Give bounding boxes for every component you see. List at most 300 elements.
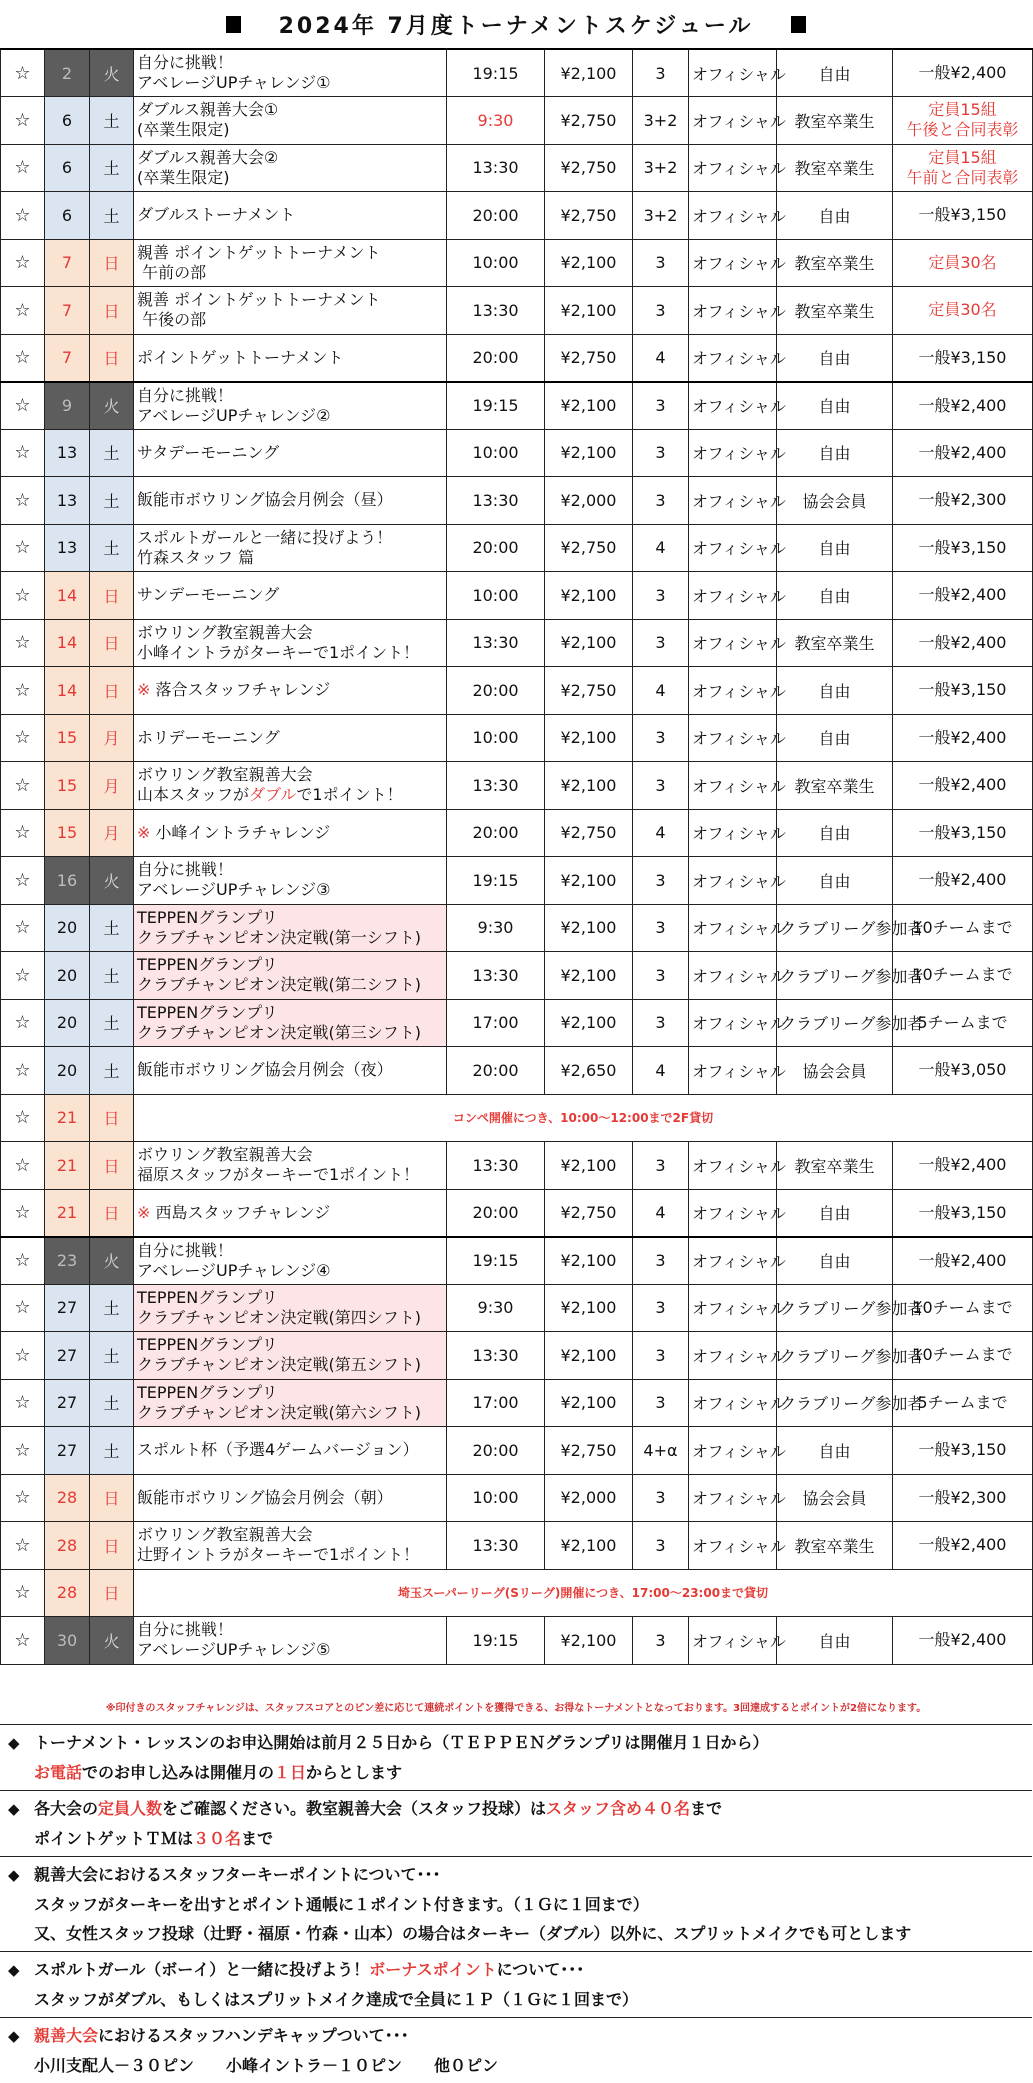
event-name [134, 762, 447, 810]
price-cell: ¥2,100 [545, 239, 633, 287]
note-line-1: 一般¥2,400 [918, 442, 1007, 462]
event-name [134, 1332, 447, 1380]
event-line-1 [137, 823, 443, 843]
price-cell: ¥2,100 [545, 952, 633, 1000]
table-row [1, 1284, 1033, 1332]
event-line-2: 辻野イントラがターキーで1ポイント！ [137, 1545, 420, 1565]
lane-cell: オフィシャル [689, 857, 777, 905]
event-line-2: クラブチャンピオン決定戦(第四シフト) [137, 1307, 422, 1327]
time-cell: 17:00 [447, 999, 545, 1047]
event-line-1 [137, 765, 443, 785]
table-row [1, 952, 1033, 1000]
event-line-1 [137, 1145, 443, 1165]
games-cell: 3 [633, 857, 689, 905]
lane-cell: オフィシャル [689, 49, 777, 97]
day-cell: 14 [45, 619, 90, 667]
eligibility-cell: 自由 [777, 1427, 893, 1475]
star-icon: ☆ [1, 524, 45, 572]
weekday-cell: 土 [90, 192, 134, 240]
day-cell: 23 [45, 1237, 90, 1285]
note-cell [893, 619, 1033, 667]
table-row [1, 1379, 1033, 1427]
time-cell: 20:00 [447, 524, 545, 572]
info-text: ポイントゲットＴＭは [34, 1829, 194, 1848]
lane-cell: オフィシャル [689, 192, 777, 240]
event-title: ボウリング教室親善大会 [137, 622, 313, 642]
price-cell: ¥2,100 [545, 429, 633, 477]
table-row [1, 1094, 1033, 1142]
event-name [134, 382, 447, 430]
lane-cell: オフィシャル [689, 619, 777, 667]
note-line-1: 一般¥3,150 [918, 205, 1007, 225]
weekday-cell: 日 [90, 1189, 134, 1237]
games-cell: 3 [633, 1332, 689, 1380]
event-title: TEPPENグランプリ [137, 907, 278, 927]
table-row [1, 1569, 1033, 1617]
price-cell: ¥2,100 [545, 1237, 633, 1285]
time-cell: 10:00 [447, 1474, 545, 1522]
weekday-cell: 日 [90, 667, 134, 715]
note-cell [893, 762, 1033, 810]
info-block-capacity [0, 1791, 1032, 1857]
price-cell: ¥2,100 [545, 1379, 633, 1427]
games-cell: 3 [633, 714, 689, 762]
star-icon: ☆ [1, 714, 45, 762]
event-title: TEPPENグランプリ [137, 1287, 278, 1307]
star-icon: ☆ [1, 952, 45, 1000]
info-text: スポルトガール（ボーイ）と一緒に投げよう！ [34, 1960, 370, 1979]
games-cell: 3 [633, 1474, 689, 1522]
note-line-1: 定員30名 [928, 252, 997, 272]
weekday-cell: 日 [90, 334, 134, 382]
info-text: まで [241, 1829, 274, 1848]
event-line-2: 小峰イントラがターキーで1ポイント！ [137, 642, 420, 662]
page-title [0, 0, 1032, 48]
star-icon: ☆ [1, 334, 45, 382]
price-cell: ¥2,000 [545, 1474, 633, 1522]
info-text: 又、女性スタッフ投球（辻野・福原・竹森・山本）の場合はターキー（ダブル）以外に、スプリットメイクでも可とします [34, 1924, 912, 1943]
price-cell: ¥2,100 [545, 904, 633, 952]
event-name [134, 1427, 447, 1475]
time-cell: 13:30 [447, 952, 545, 1000]
event-name [134, 809, 447, 857]
note-cell [893, 1427, 1033, 1475]
event-line-1 [137, 348, 443, 368]
games-cell: 4+α [633, 1427, 689, 1475]
event-name [134, 714, 447, 762]
star-icon: ☆ [1, 192, 45, 240]
table-row [1, 1047, 1033, 1095]
note-cell [893, 904, 1033, 952]
games-cell: 4 [633, 667, 689, 715]
eligibility-cell: クラブリーグ参加者 [777, 952, 893, 1000]
event-title: 自分に挑戦！ [137, 53, 234, 72]
games-cell: 3 [633, 952, 689, 1000]
event-line-1 [137, 955, 443, 975]
diamond-icon: ◆ [8, 1800, 20, 1818]
table-row [1, 1617, 1033, 1665]
event-name [134, 49, 447, 97]
lane-cell: オフィシャル [689, 999, 777, 1047]
note-line-1: 10チームまで [912, 917, 1013, 937]
lane-cell: オフィシャル [689, 144, 777, 192]
event-line-1 [137, 1060, 443, 1080]
info-text: お電話 [34, 1763, 83, 1782]
weekday-cell: 日 [90, 619, 134, 667]
note-cell [893, 334, 1033, 382]
event-line-1 [137, 490, 443, 510]
games-cell: 3 [633, 904, 689, 952]
eligibility-cell: 自由 [777, 49, 893, 97]
lane-cell: オフィシャル [689, 97, 777, 145]
price-cell: ¥2,100 [545, 287, 633, 335]
weekday-cell: 土 [90, 1284, 134, 1332]
diamond-icon: ◆ [8, 1961, 20, 1979]
games-cell: 3 [633, 999, 689, 1047]
weekday-cell: 火 [90, 382, 134, 430]
weekday-cell: 土 [90, 144, 134, 192]
time-cell: 9:30 [447, 1284, 545, 1332]
challenge-mark: ※ [137, 1202, 151, 1222]
note-line-1: 一般¥2,400 [918, 632, 1007, 652]
time-cell: 19:15 [447, 1617, 545, 1665]
day-cell: 21 [45, 1094, 90, 1142]
lane-cell: オフィシャル [689, 382, 777, 430]
note-line-1: 一般¥2,400 [918, 1535, 1007, 1555]
note-line-1: 一般¥2,400 [918, 1630, 1007, 1650]
note-line-1: 一般¥2,400 [918, 585, 1007, 605]
table-row [1, 1189, 1033, 1237]
day-cell: 14 [45, 572, 90, 620]
day-cell: 21 [45, 1189, 90, 1237]
eligibility-cell: クラブリーグ参加者 [777, 1332, 893, 1380]
note-line-1: 一般¥3,150 [918, 1440, 1007, 1460]
event-line-1 [137, 585, 443, 605]
lane-cell: オフィシャル [689, 1047, 777, 1095]
event-title: 小峰イントラチャレンジ [150, 822, 331, 842]
games-cell: 3+2 [633, 97, 689, 145]
event-name [134, 1617, 447, 1665]
games-cell: 3 [633, 1522, 689, 1570]
star-icon: ☆ [1, 1047, 45, 1095]
event-title: 自分に挑戦！ [137, 1620, 234, 1640]
price-cell: ¥2,100 [545, 1522, 633, 1570]
event-name [134, 192, 447, 240]
eligibility-cell: 自由 [777, 192, 893, 240]
event-line-2: クラブチャンピオン決定戦(第三シフト) [137, 1022, 422, 1042]
price-cell: ¥2,100 [545, 762, 633, 810]
price-cell: ¥2,750 [545, 97, 633, 145]
note-line-1: 10チームまで [912, 1297, 1013, 1317]
star-icon: ☆ [1, 429, 45, 477]
weekday-cell: 火 [90, 1237, 134, 1285]
event-title: TEPPENグランプリ [137, 1382, 278, 1402]
note-line-1: 5チームまで [917, 1392, 1008, 1412]
day-cell: 6 [45, 144, 90, 192]
day-cell: 20 [45, 952, 90, 1000]
time-cell: 20:00 [447, 192, 545, 240]
price-cell: ¥2,650 [545, 1047, 633, 1095]
event-line-1 [137, 1440, 443, 1460]
event-title: ホリデーモーニング [137, 727, 280, 747]
table-row [1, 857, 1033, 905]
price-cell: ¥2,100 [545, 619, 633, 667]
star-icon: ☆ [1, 1617, 45, 1665]
event-line-2: クラブチャンピオン決定戦(第五シフト) [137, 1355, 422, 1375]
eligibility-cell: クラブリーグ参加者 [777, 904, 893, 952]
table-row [1, 1237, 1033, 1285]
day-cell: 20 [45, 904, 90, 952]
event-title: ボウリング教室親善大会 [137, 765, 313, 785]
eligibility-cell: 自由 [777, 809, 893, 857]
event-name [134, 952, 447, 1000]
games-cell: 3 [633, 1142, 689, 1190]
note-line-1: 一般¥2,300 [918, 1487, 1007, 1507]
lane-cell: オフィシャル [689, 1284, 777, 1332]
eligibility-cell: 自由 [777, 334, 893, 382]
day-cell: 2 [45, 49, 90, 97]
info-text: をご確認ください。教室親善大会（スタッフ投球）は [162, 1799, 547, 1818]
star-icon: ☆ [1, 1379, 45, 1427]
event-name [134, 1284, 447, 1332]
table-row [1, 999, 1033, 1047]
weekday-cell: 土 [90, 1332, 134, 1380]
eligibility-cell: クラブリーグ参加者 [777, 999, 893, 1047]
event-line-1 [137, 680, 443, 700]
event-title: 自分に挑戦！ [137, 385, 234, 405]
event-line-1 [137, 205, 443, 225]
note-line-1: 一般¥2,300 [918, 490, 1007, 510]
note-cell [893, 1617, 1033, 1665]
eligibility-cell: 自由 [777, 1237, 893, 1285]
event-name [134, 1379, 447, 1427]
info-text: 親善大会 [34, 2026, 99, 2045]
price-cell: ¥2,750 [545, 334, 633, 382]
event-line-1 [137, 100, 443, 120]
price-cell: ¥2,100 [545, 714, 633, 762]
weekday-cell: 火 [90, 49, 134, 97]
weekday-cell: 日 [90, 1142, 134, 1190]
weekday-cell: 月 [90, 809, 134, 857]
price-cell: ¥2,100 [545, 1617, 633, 1665]
table-row [1, 49, 1033, 97]
day-cell: 6 [45, 192, 90, 240]
info-text: トーナメント・レッスンのお申込開始は前月２５日から（ＴＥＰＰＥＮグランプリは開催月１日から） [34, 1733, 769, 1752]
weekday-cell: 日 [90, 287, 134, 335]
info-text: スタッフがダブル、もしくはスプリットメイク達成で全員に１Ｐ（１Ｇに１回まで） [34, 1990, 639, 2009]
eligibility-cell: 自由 [777, 429, 893, 477]
event-name [134, 857, 447, 905]
price-cell: ¥2,100 [545, 999, 633, 1047]
star-icon: ☆ [1, 1237, 45, 1285]
event-line-2: 午後の部 [137, 310, 207, 330]
lane-cell: オフィシャル [689, 762, 777, 810]
event-title: 落合スタッフチャレンジ [150, 680, 331, 700]
price-cell: ¥2,100 [545, 1142, 633, 1190]
games-cell: 4 [633, 1189, 689, 1237]
time-cell: 10:00 [447, 714, 545, 762]
eligibility-cell: 自由 [777, 572, 893, 620]
time-cell: 20:00 [447, 1047, 545, 1095]
star-icon: ☆ [1, 97, 45, 145]
event-title: TEPPENグランプリ [137, 1335, 278, 1355]
event-name [134, 1474, 447, 1522]
event-line-2: アベレージUPチャレンジ④ [137, 1260, 331, 1280]
eligibility-cell: 協会会員 [777, 1047, 893, 1095]
star-icon: ☆ [1, 1332, 45, 1380]
event-subtitle-part: で1ポイント！ [296, 785, 403, 805]
table-row [1, 1474, 1033, 1522]
note-line-1: 定員15組 [928, 147, 997, 167]
weekday-cell: 日 [90, 1569, 134, 1617]
note-cell [893, 572, 1033, 620]
games-cell: 3+2 [633, 192, 689, 240]
eligibility-cell: 協会会員 [777, 477, 893, 525]
info-text: ３０名 [193, 1829, 242, 1848]
lane-cell: オフィシャル [689, 667, 777, 715]
weekday-cell: 土 [90, 524, 134, 572]
weekday-cell: 日 [90, 1094, 134, 1142]
event-subtitle-part: ダブル [249, 785, 297, 805]
info-text: におけるスタッフハンデキャップついて･･･ [98, 2026, 409, 2045]
info-text: 親善大会におけるスタッフターキーポイントについて･･･ [34, 1865, 441, 1884]
note-line-1: 10チームまで [912, 965, 1013, 985]
lane-cell: オフィシャル [689, 1522, 777, 1570]
footnote: ※印付きのスタッフチャレンジは、スタッフスコアとのピン差に応じて連続ポイントを獲得できる、お得なトーナメントとなっております。3回達成するとポイントが2倍になります。 [105, 1703, 927, 1714]
event-title: サンデーモーニング [137, 585, 280, 605]
eligibility-cell: 自由 [777, 714, 893, 762]
note-line-1: 一般¥2,400 [918, 1155, 1007, 1175]
games-cell: 3 [633, 619, 689, 667]
table-row [1, 239, 1033, 287]
time-cell: 20:00 [447, 809, 545, 857]
note-cell [893, 144, 1033, 192]
table-row [1, 1427, 1033, 1475]
closure-note: コンペ開催につき、10:00～12:00まで2F貸切 [134, 1094, 1033, 1142]
eligibility-cell: 教室卒業生 [777, 762, 893, 810]
event-line-2: 午前の部 [137, 262, 207, 282]
games-cell: 3 [633, 239, 689, 287]
lane-cell: オフィシャル [689, 477, 777, 525]
event-title: サタデーモーニング [137, 442, 280, 462]
note-cell [893, 714, 1033, 762]
day-cell: 30 [45, 1617, 90, 1665]
note-cell [893, 524, 1033, 572]
event-name [134, 1047, 447, 1095]
info-section [0, 1724, 1032, 2083]
event-name [134, 97, 447, 145]
star-icon: ☆ [1, 382, 45, 430]
time-cell: 13:30 [447, 619, 545, 667]
note-line-1: 一般¥2,400 [918, 395, 1007, 415]
note-line-1: 一般¥3,050 [918, 1060, 1007, 1080]
time-cell: 19:15 [447, 857, 545, 905]
event-line-1 [137, 623, 443, 643]
weekday-cell: 土 [90, 952, 134, 1000]
time-cell: 17:00 [447, 1379, 545, 1427]
eligibility-cell: 教室卒業生 [777, 1522, 893, 1570]
event-line-1 [137, 1488, 443, 1508]
time-cell: 10:00 [447, 572, 545, 620]
lane-cell: オフィシャル [689, 429, 777, 477]
event-title: スポルトガールと一緒に投げよう！ [137, 527, 393, 547]
day-cell: 28 [45, 1474, 90, 1522]
diamond-icon: ◆ [8, 1866, 20, 1884]
info-text: まで [690, 1799, 723, 1818]
event-name [134, 477, 447, 525]
event-line-1 [137, 1003, 443, 1023]
eligibility-cell: クラブリーグ参加者 [777, 1379, 893, 1427]
note-line-1: 一般¥3,150 [918, 1202, 1007, 1222]
day-cell: 20 [45, 1047, 90, 1095]
time-cell: 13:30 [447, 762, 545, 810]
games-cell: 3 [633, 49, 689, 97]
lane-cell: オフィシャル [689, 287, 777, 335]
info-text: 小川支配人－３０ピン 小峰イントラ－１０ピン 他０ピン [34, 2056, 499, 2075]
table-row [1, 429, 1033, 477]
lane-cell: オフィシャル [689, 809, 777, 857]
challenge-mark: ※ [137, 822, 151, 842]
price-cell: ¥2,750 [545, 192, 633, 240]
info-text: スタッフ含め４０名 [546, 1799, 691, 1818]
event-line-1 [137, 528, 443, 548]
note-line-1: 5チームまで [917, 1012, 1008, 1032]
day-cell: 13 [45, 524, 90, 572]
day-cell: 20 [45, 999, 90, 1047]
weekday-cell: 土 [90, 999, 134, 1047]
info-text: 各大会の [34, 1799, 99, 1818]
note-line-1: 一般¥2,400 [918, 870, 1007, 890]
table-row [1, 97, 1033, 145]
star-icon: ☆ [1, 1189, 45, 1237]
lane-cell: オフィシャル [689, 572, 777, 620]
table-row [1, 477, 1033, 525]
eligibility-cell: 自由 [777, 524, 893, 572]
note-cell [893, 667, 1033, 715]
price-cell: ¥2,100 [545, 382, 633, 430]
games-cell: 4 [633, 334, 689, 382]
note-cell [893, 192, 1033, 240]
weekday-cell: 月 [90, 762, 134, 810]
games-cell: 3 [633, 477, 689, 525]
star-icon: ☆ [1, 144, 45, 192]
event-line-2: アベレージUPチャレンジ③ [137, 880, 331, 900]
event-line-2: アベレージUPチャレンジ⑤ [137, 1640, 331, 1660]
note-line-2: 午後と合同表彰 [906, 120, 1019, 140]
day-cell: 15 [45, 762, 90, 810]
diamond-icon: ◆ [8, 2027, 20, 2045]
time-cell: 19:15 [447, 382, 545, 430]
day-cell: 7 [45, 287, 90, 335]
games-cell: 4 [633, 809, 689, 857]
price-cell: ¥2,100 [545, 1284, 633, 1332]
event-name [134, 572, 447, 620]
event-title: TEPPENグランプリ [137, 955, 278, 975]
lane-cell: オフィシャル [689, 1617, 777, 1665]
event-line-1 [137, 386, 443, 406]
day-cell: 9 [45, 382, 90, 430]
note-cell [893, 429, 1033, 477]
weekday-cell: 火 [90, 857, 134, 905]
time-cell: 20:00 [447, 667, 545, 715]
lane-cell: オフィシャル [689, 1474, 777, 1522]
note-line-1: 定員15組 [928, 100, 997, 120]
games-cell: 3+2 [633, 144, 689, 192]
note-cell [893, 1189, 1033, 1237]
eligibility-cell: 教室卒業生 [777, 287, 893, 335]
star-icon: ☆ [1, 49, 45, 97]
event-name [134, 999, 447, 1047]
